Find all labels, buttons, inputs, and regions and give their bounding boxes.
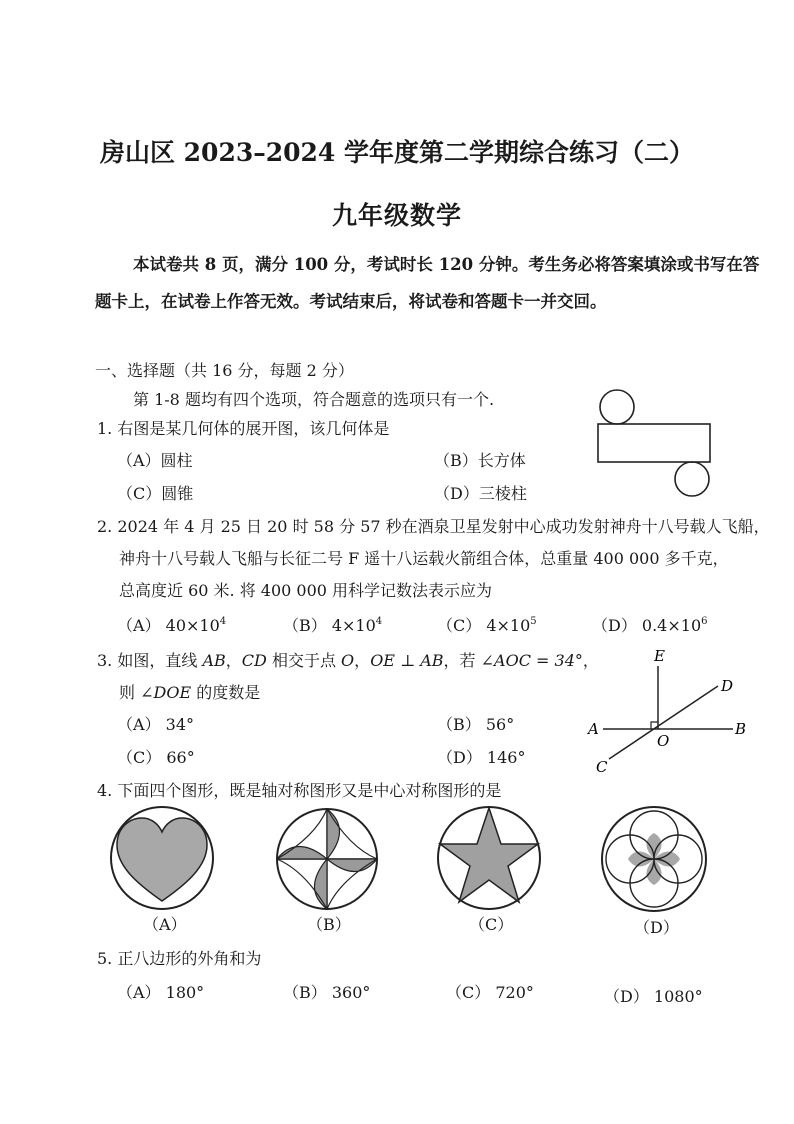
star-in-circle-figure [436, 805, 542, 911]
exam-title: 房山区 2023–2024 学年度第二学期综合练习（二） [99, 138, 695, 167]
label-e: E [654, 647, 665, 665]
q5-option-c: （C） 720° [446, 983, 534, 1002]
q2-line-2: 神舟十八号载人飞船与长征二号 F 遥十八运载火箭组合体，总重量 400 000 多千克， [119, 549, 729, 568]
q2-line-3: 总高度近 60 米. 将 400 000 用科学记数法表示应为 [119, 581, 493, 600]
q2-option-b: （B） $4\times 10^4$ [283, 616, 383, 635]
q2-option-c: （C） $4\times 10^5$ [437, 616, 537, 635]
label-o: O [657, 732, 670, 750]
label-a: A [588, 720, 599, 738]
q1-option-d: （D）三棱柱 [434, 484, 527, 503]
q4-label-c: （C） [469, 915, 514, 934]
q4-label-a: （A） [143, 915, 187, 934]
label-c: C [596, 758, 608, 776]
q5-stem: 5. 正八边形的外角和为 [97, 949, 262, 968]
intro-line-2: 题卡上，在试卷上作答无效。考试结束后，将试卷和答题卡一并交回。 [95, 292, 607, 311]
q1-option-a: （A）圆柱 [117, 451, 193, 470]
q1-option-b: （B）长方体 [434, 451, 526, 470]
q2-option-d: （D） $0.4\times 10^6$ [592, 616, 708, 635]
section-heading: 一、选择题（共 16 分，每题 2 分） [95, 361, 354, 380]
q1-stem: 1. 右图是某几何体的展开图，该几何体是 [97, 419, 390, 438]
q3-option-a: （A） 34° [117, 715, 195, 734]
q2-line-1: 2. 2024 年 4 月 25 日 20 时 58 分 57 秒在酒泉卫星发射中心成功发射神舟十八号载人飞船， [97, 517, 770, 536]
four-circles-figure [600, 805, 708, 913]
q3-option-c: （C） 66° [117, 748, 195, 767]
intro-line-1: 本试卷共 8 页，满分 100 分，考试时长 120 分钟。考生务必将答案填涂或书写在答 [133, 255, 760, 274]
q5-option-b: （B） 360° [283, 983, 371, 1002]
q5-option-a: （A） 180° [117, 983, 205, 1002]
heart-in-circle-figure [109, 805, 215, 911]
q3-option-d: （D） 146° [437, 748, 526, 767]
cylinder-net-figure [590, 388, 720, 500]
label-d: D [721, 677, 734, 695]
q3-option-b: （B） 56° [437, 715, 515, 734]
q5-option-d: （D） 1080° [604, 987, 703, 1006]
q1-option-c: （C）圆锥 [117, 484, 194, 503]
q4-label-d: （D） [634, 918, 679, 937]
section-instruction: 第 1-8 题均有四个选项，符合题意的选项只有一个. [133, 390, 495, 409]
exam-subtitle: 九年级数学 [331, 201, 462, 230]
intersecting-lines-figure [585, 645, 755, 775]
q2-option-a: （A） $40\times 10^4$ [117, 616, 227, 635]
q3-line-2: 则 ∠DOE 的度数是 [119, 683, 261, 702]
pinwheel-in-circle-figure [275, 807, 379, 911]
q3-line-1: 3. 如图，直线 AB，CD 相交于点 O，OE ⊥ AB，若 ∠AOC = 34°， [97, 651, 599, 670]
q4-stem: 4. 下面四个图形，既是轴对称图形又是中心对称图形的是 [97, 781, 502, 800]
label-b: B [735, 720, 747, 738]
q4-label-b: （B） [307, 915, 351, 934]
